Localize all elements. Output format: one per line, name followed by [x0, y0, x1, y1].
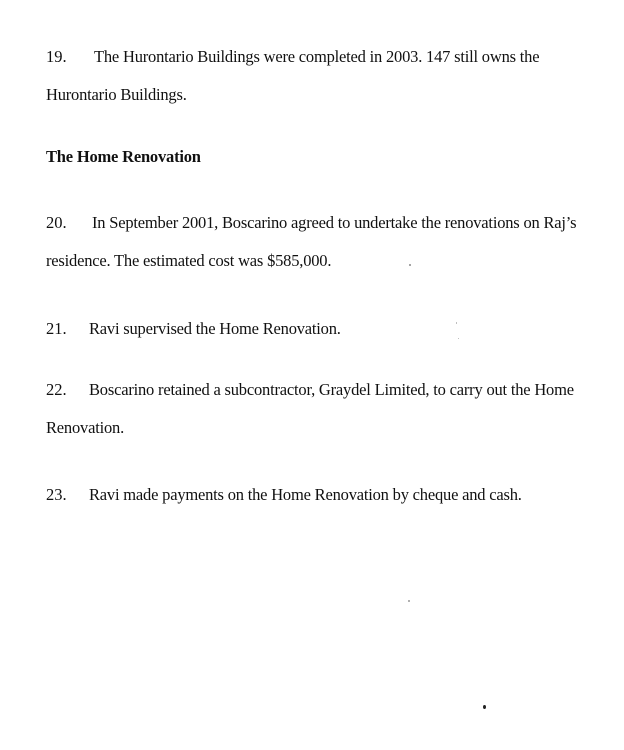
paragraph-text: Ravi supervised the Home Renovation.	[89, 319, 341, 338]
scan-speck	[458, 338, 459, 339]
paragraph-text: The Hurontario Buildings were completed in 2003. 147 still owns the Hurontario Buildings.	[46, 47, 540, 104]
section-heading: The Home Renovation	[46, 147, 201, 166]
paragraph-number: 19.	[46, 47, 67, 66]
paragraph-text: Ravi made payments on the Home Renovation by cheque and cash.	[89, 485, 522, 504]
scan-speck	[408, 600, 410, 602]
paragraph-text: Boscarino retained a subcontractor, Graydel Limited, to carry out the Home Renovation.	[46, 380, 574, 437]
scan-speck	[409, 264, 411, 266]
paragraph-number: 22.	[46, 380, 67, 399]
paragraph-text: In September 2001, Boscarino agreed to undertake the renovations on Raj’s residence. The estimated cost was $585,000.	[46, 213, 577, 270]
paragraph-number: 21.	[46, 319, 67, 338]
scan-speck	[456, 322, 457, 324]
scan-speck	[483, 705, 486, 709]
paragraph-number: 20.	[46, 213, 67, 232]
paragraph-number: 23.	[46, 485, 67, 504]
